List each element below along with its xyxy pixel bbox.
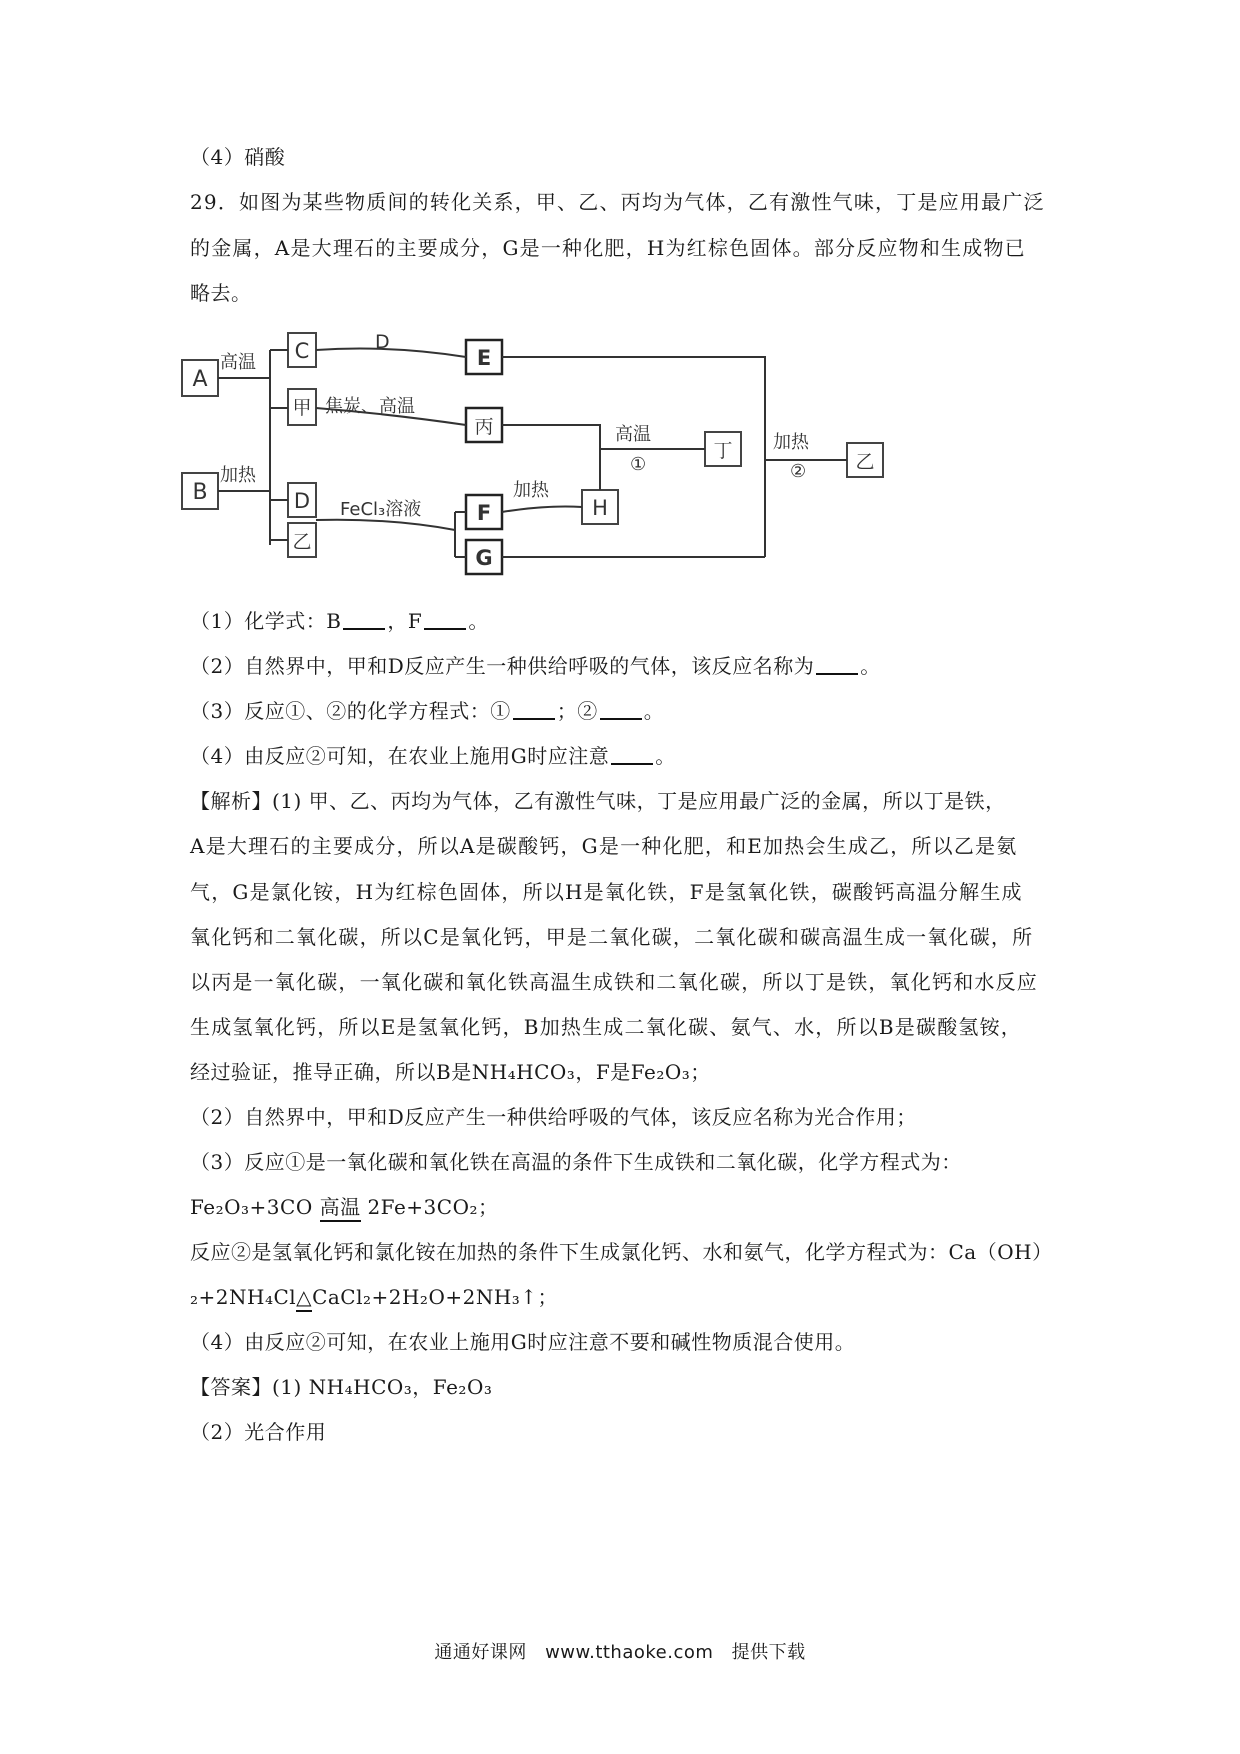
box-C-label: C bbox=[294, 339, 310, 363]
answer-blank bbox=[600, 698, 642, 720]
box-B-label: B bbox=[192, 480, 208, 505]
equation-condition: △ bbox=[296, 1285, 312, 1312]
analysis-line: 生成氢氧化钙，所以E是氢氧化钙，B加热生成二氧化碳、氨气、水，所以B是碳酸氢铵， bbox=[190, 1015, 1022, 1039]
equation-2 bbox=[190, 1283, 1070, 1311]
answer-line: （2）光合作用 bbox=[190, 1420, 327, 1444]
box-H-label: H bbox=[592, 496, 608, 520]
question-29-stem: 29．如图为某些物质间的转化关系，甲、乙、丙均为气体，乙有激性气味，丁是应用最广泛 bbox=[190, 190, 1045, 214]
label-reaction-1: ① bbox=[630, 454, 647, 475]
q4-text: （4）由反应②可知，在农业上施用G时应注意 bbox=[190, 744, 610, 768]
q2-text: （2）自然界中，甲和D反应产生一种供给呼吸的气体，该反应名称为 bbox=[190, 654, 815, 678]
answer-blank bbox=[424, 608, 466, 630]
label-jiare-FH: 加热 bbox=[513, 480, 549, 501]
equation-1 bbox=[190, 1193, 1070, 1221]
equation-reactants: ₂+2NH₄Cl bbox=[190, 1285, 297, 1309]
analysis-text: ； bbox=[690, 1060, 711, 1084]
box-E-label: E bbox=[476, 346, 492, 370]
analysis-line bbox=[190, 1058, 1070, 1086]
sub-question-4 bbox=[190, 742, 1070, 770]
label-gaowen: 高温 bbox=[220, 352, 256, 373]
text-line: 略去。 bbox=[190, 281, 252, 305]
box-ding-label: 丁 bbox=[713, 440, 733, 462]
answer-blank bbox=[513, 698, 555, 720]
box-A-label: A bbox=[192, 367, 208, 392]
analysis-line: 反应②是氢氧化钙和氯化铵在加热的条件下生成氯化钙、水和氨气，化学方程式为：Ca（OH） bbox=[190, 1240, 1053, 1264]
footer-url[interactable]: www.tthaoke.com bbox=[545, 1642, 714, 1663]
label-jiaotan: 焦炭、高温 bbox=[325, 396, 415, 417]
analysis-line: A是大理石的主要成分，所以A是碳酸钙，G是一种化肥，和E加热会生成乙，所以乙是氨 bbox=[190, 834, 1018, 858]
label-gaowen-1: 高温 bbox=[615, 424, 651, 445]
box-jia-label: 甲 bbox=[292, 397, 312, 419]
sub-question-3 bbox=[190, 697, 1070, 725]
sub-question-2 bbox=[190, 652, 1070, 680]
label-jiare-2: 加热 bbox=[773, 432, 809, 453]
box-yi-final-label: 乙 bbox=[855, 451, 875, 473]
box-bing-label: 丙 bbox=[474, 416, 494, 438]
q1-text: ，F bbox=[387, 609, 423, 633]
footer-site-name: 通通好课网 bbox=[434, 1642, 527, 1663]
q1-text: （1）化学式：B bbox=[190, 609, 342, 633]
analysis-line: 【解析】(1) 甲、乙、丙均为气体，乙有激性气味，丁是应用最广泛的金属，所以丁是铁， bbox=[190, 789, 1006, 813]
q2-text: 。 bbox=[860, 654, 881, 678]
analysis-line: 以丙是一氧化碳，一氧化碳和氧化铁高温生成铁和二氧化碳，所以丁是铁，氧化钙和水反应 bbox=[190, 970, 1038, 994]
q1-text: 。 bbox=[468, 609, 489, 633]
q4-text: 。 bbox=[655, 744, 676, 768]
text-line: 的金属，A是大理石的主要成分，G是一种化肥，H为红棕色固体。部分反应物和生成物已 bbox=[190, 236, 1026, 260]
arrow-C-E bbox=[316, 349, 466, 357]
sub-question-1 bbox=[190, 607, 1070, 635]
box-G-label: G bbox=[475, 546, 493, 570]
box-D-label: D bbox=[293, 489, 311, 513]
analysis-line: （3）反应①是一氧化碳和氧化铁在高温的条件下生成铁和二氧化碳，化学方程式为： bbox=[190, 1150, 962, 1174]
answer-blank bbox=[611, 743, 653, 765]
answer-blank bbox=[343, 608, 385, 630]
box-F-label: F bbox=[476, 501, 492, 525]
reaction-diagram bbox=[175, 330, 895, 595]
answer-line: 【答案】(1) NH₄HCO₃，Fe₂O₃ bbox=[190, 1375, 493, 1399]
analysis-line: （2）自然界中，甲和D反应产生一种供给呼吸的气体，该反应名称为光合作用； bbox=[190, 1105, 917, 1129]
text-line: （4）硝酸 bbox=[190, 145, 286, 169]
label-D: D bbox=[375, 331, 390, 353]
equation-products: CaCl₂+2H₂O+2NH₃↑； bbox=[312, 1285, 559, 1309]
arrow-EG-yi bbox=[502, 357, 847, 557]
equation-reactants: Fe₂O₃+3CO bbox=[190, 1195, 313, 1219]
formula-NH4HCO3: NH₄HCO₃ bbox=[471, 1060, 576, 1084]
equation-products: 2Fe+3CO₂； bbox=[367, 1195, 499, 1219]
formula-Fe2O3: Fe₂O₃ bbox=[630, 1060, 691, 1084]
q3-text: 。 bbox=[643, 699, 665, 723]
analysis-line: 气，G是氯化铵，H为红棕色固体，所以H是氧化铁，F是氢氧化铁，碳酸钙高温分解生成 bbox=[190, 880, 1023, 904]
q3-text: （3）反应①、②的化学方程式：① bbox=[190, 699, 511, 723]
label-reaction-2: ② bbox=[790, 461, 807, 482]
label-fecl3: FeCl₃溶液 bbox=[340, 499, 422, 520]
label-jiare-B: 加热 bbox=[220, 465, 256, 486]
footer-suffix: 提供下载 bbox=[731, 1642, 806, 1663]
q3-text: ；② bbox=[556, 699, 598, 723]
analysis-text: ，F是 bbox=[575, 1060, 631, 1084]
answer-blank bbox=[816, 653, 858, 675]
analysis-line: 氧化钙和二氧化碳，所以C是氧化钙，甲是二氧化碳，二氧化碳和碳高温生成一氧化碳，所 bbox=[190, 925, 1034, 949]
box-yi-label: 乙 bbox=[292, 531, 312, 553]
analysis-text: 经过验证，推导正确，所以B是 bbox=[190, 1060, 472, 1084]
analysis-line: （4）由反应②可知，在农业上施用G时应注意不要和碱性物质混合使用。 bbox=[190, 1330, 856, 1354]
equation-condition: 高温 bbox=[320, 1195, 361, 1222]
page-footer bbox=[0, 1638, 1240, 1664]
arrow-F-H bbox=[502, 507, 582, 512]
